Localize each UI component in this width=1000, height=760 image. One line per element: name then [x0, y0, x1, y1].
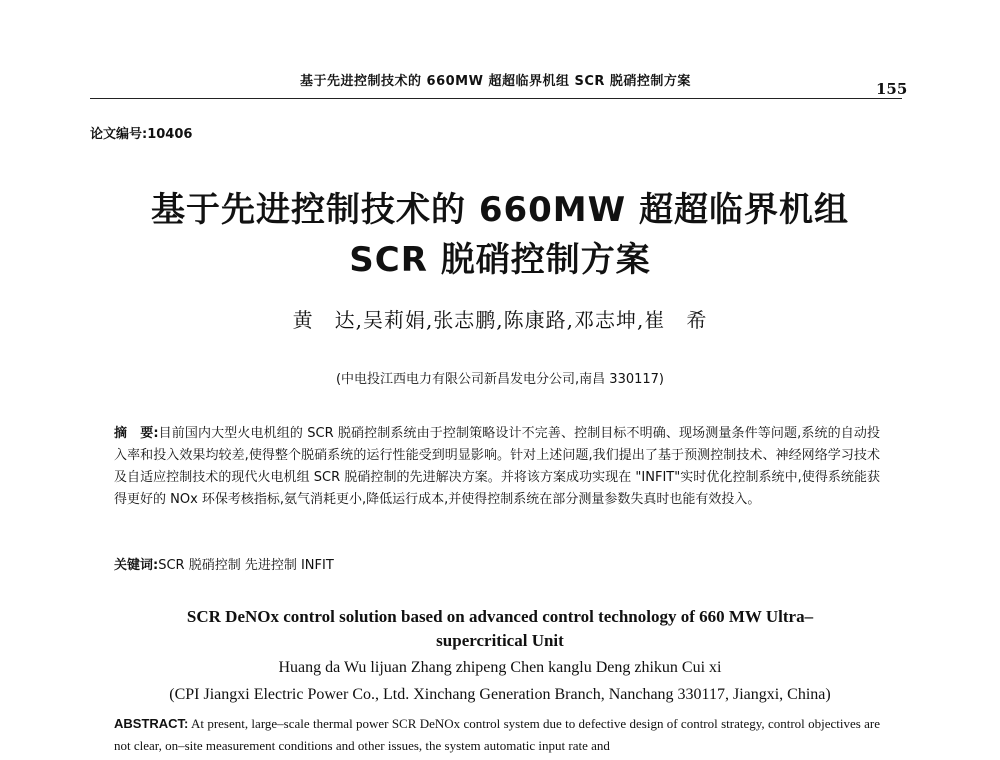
abstract-text: 目前国内大型火电机组的 SCR 脱硝控制系统由于控制策略设计不完善、控制目标不明确、现场测量条件等问题,系统的自动投入率和投入效果均较差,使得整个脱硝系统的运行性能受到明显影响。针对上述问题,我们提出了基于预测控制技术、神经网络学习技术及自适应控制技术的现代火电机组 SCR 脱硝控制的先进解决方案。并将该方案成功实现在 "INFIT"实时优化控制系统中,使得系统能获得更好的 NOx 环保考核指标,氨气消耗更小,降低运行成本,并使得控制系统在部分测量参数失真时也能有效投入。	[114, 426, 880, 507]
english-authors: Huang da Wu lijuan Zhang zhipeng Chen kanglu Deng zhikun Cui xi	[278, 659, 722, 676]
abstract-label: 摘 要:	[114, 426, 159, 441]
article-id	[90, 123, 192, 142]
article-id-label: 论文编号:	[90, 127, 148, 142]
article-id-value: 10406	[147, 127, 193, 142]
paper-title-line-1: 基于先进控制技术的 660MW 超超临界机组	[151, 190, 849, 230]
header-rule	[90, 98, 902, 99]
english-abstract-label: ABSTRACT:	[114, 716, 189, 731]
keywords-text: SCR 脱硝控制 先进控制 INFIT	[158, 558, 334, 573]
english-affiliation: (CPI Jiangxi Electric Power Co., Ltd. Xinchang Generation Branch, Nanchang 330117, Jiangxi, China)	[169, 686, 831, 703]
english-abstract-text: At present, large–scale thermal power SCR DeNOx control system due to defective design of control strategy, control objectives are not clear, on–site measurement conditions and other issues, the system automatic input rate and	[114, 716, 880, 753]
abstract-chinese	[114, 423, 880, 511]
page-number: 155	[876, 80, 908, 98]
affiliation: (中电投江西电力有限公司新昌发电分公司,南昌 330117)	[335, 372, 665, 387]
english-title-line-1: SCR DeNOx control solution based on advanced control technology of 660 MW Ultra–	[186, 607, 814, 626]
english-abstract	[114, 713, 880, 757]
author-list: 黄 达,吴莉娟,张志鹏,陈康路,邓志坤,崔 希	[292, 308, 708, 332]
english-title-line-2: supercritical Unit	[436, 631, 564, 650]
keywords	[114, 554, 334, 573]
paper-title-line-2: SCR 脱硝控制方案	[349, 240, 651, 280]
keywords-label: 关键词:	[114, 558, 159, 573]
running-title: 基于先进控制技术的 660MW 超超临界机组 SCR 脱硝控制方案	[300, 74, 691, 89]
